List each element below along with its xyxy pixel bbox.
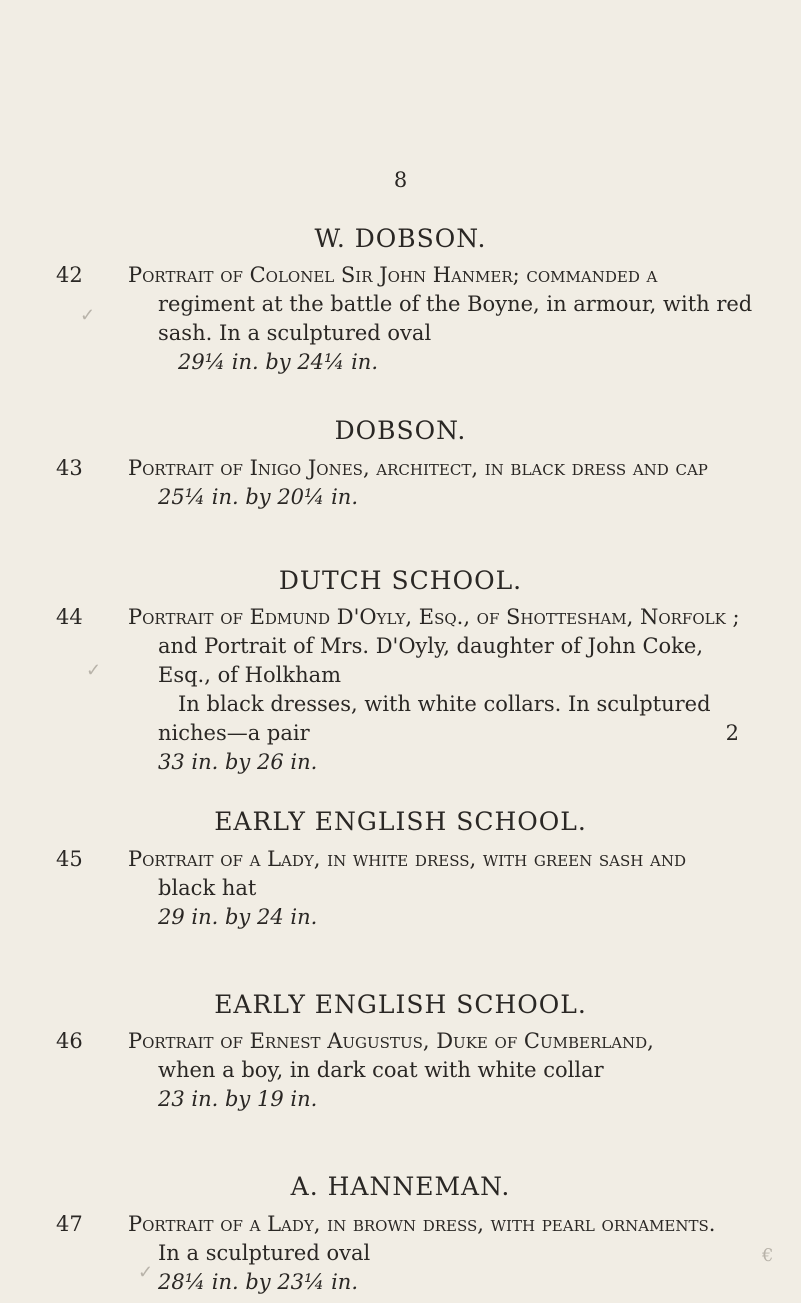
lot-entry xyxy=(56,845,771,932)
lot-dimensions: 33 in. by 26 in. xyxy=(158,750,318,774)
artist-heading: A. HANNEMAN. xyxy=(290,1172,511,1201)
lot-description-text: niches—a pair xyxy=(158,721,310,745)
artist-heading: DOBSON. xyxy=(334,416,467,445)
lot-dimensions: 29¼ in. by 24¼ in. xyxy=(178,350,378,374)
lot-entry xyxy=(56,603,771,777)
lot-entry xyxy=(56,454,771,512)
lot-dimensions: 23 in. by 19 in. xyxy=(158,1087,318,1111)
lot-description-line: regiment at the battle of the Boyne, in armour, with red xyxy=(158,292,753,316)
lot-description-line xyxy=(128,719,771,748)
lot-description-line: Esq., of Holkham xyxy=(158,663,342,687)
lot-description-line: Portrait of a Lady, in brown dress, with pearl ornaments. xyxy=(128,1212,716,1236)
lot-number: 44 xyxy=(56,605,83,629)
lot-description-line: Portrait of Edmund D'Oyly, Esq., of Shottesham, Norfolk ; xyxy=(128,605,740,629)
page-number: 8 xyxy=(393,168,408,192)
lot-number: 45 xyxy=(56,847,83,871)
lot-description-line: Portrait of a Lady, in white dress, with green sash and xyxy=(128,847,687,871)
lot-description-line: black hat xyxy=(158,876,257,900)
margin-pencil-mark-icon: ✓ xyxy=(86,660,102,681)
lot-quantity: 2 xyxy=(725,721,739,745)
margin-pencil-mark-icon: ✓ xyxy=(138,1262,154,1283)
lot-entry xyxy=(56,261,771,377)
lot-entry xyxy=(56,1210,774,1297)
margin-pencil-mark-icon: ✓ xyxy=(80,305,96,326)
lot-dimensions: 28¼ in. by 23¼ in. xyxy=(158,1270,358,1294)
lot-dimensions: 25¼ in. by 20¼ in. xyxy=(158,485,358,509)
lot-description-line: sash. In a sculptured oval xyxy=(158,321,432,345)
lot-entry xyxy=(56,1027,771,1114)
lot-dimensions: 29 in. by 24 in. xyxy=(158,905,318,929)
lot-number: 46 xyxy=(56,1029,83,1053)
artist-heading: W. DOBSON. xyxy=(314,224,487,253)
lot-number: 43 xyxy=(56,456,83,480)
lot-description-line: and Portrait of Mrs. D'Oyly, daughter of John Coke, xyxy=(158,634,703,658)
lot-number: 47 xyxy=(56,1212,83,1236)
margin-pencil-mark-icon: € xyxy=(762,1245,774,1266)
lot-description-line: Portrait of Inigo Jones, architect, in black dress and cap xyxy=(128,456,708,480)
lot-description-line: Portrait of Colonel Sir John Hanmer; commanded a xyxy=(128,263,658,287)
lot-description-line: In a sculptured oval xyxy=(158,1241,371,1265)
lot-description-line: In black dresses, with white collars. In sculptured xyxy=(178,692,711,716)
artist-heading: EARLY ENGLISH SCHOOL. xyxy=(214,990,587,1019)
lot-description-line: Portrait of Ernest Augustus, Duke of Cumberland, xyxy=(128,1029,654,1053)
lot-description-line: when a boy, in dark coat with white collar xyxy=(158,1058,604,1082)
artist-heading: DUTCH SCHOOL. xyxy=(278,566,523,595)
lot-number: 42 xyxy=(56,263,83,287)
artist-heading: EARLY ENGLISH SCHOOL. xyxy=(214,807,587,836)
